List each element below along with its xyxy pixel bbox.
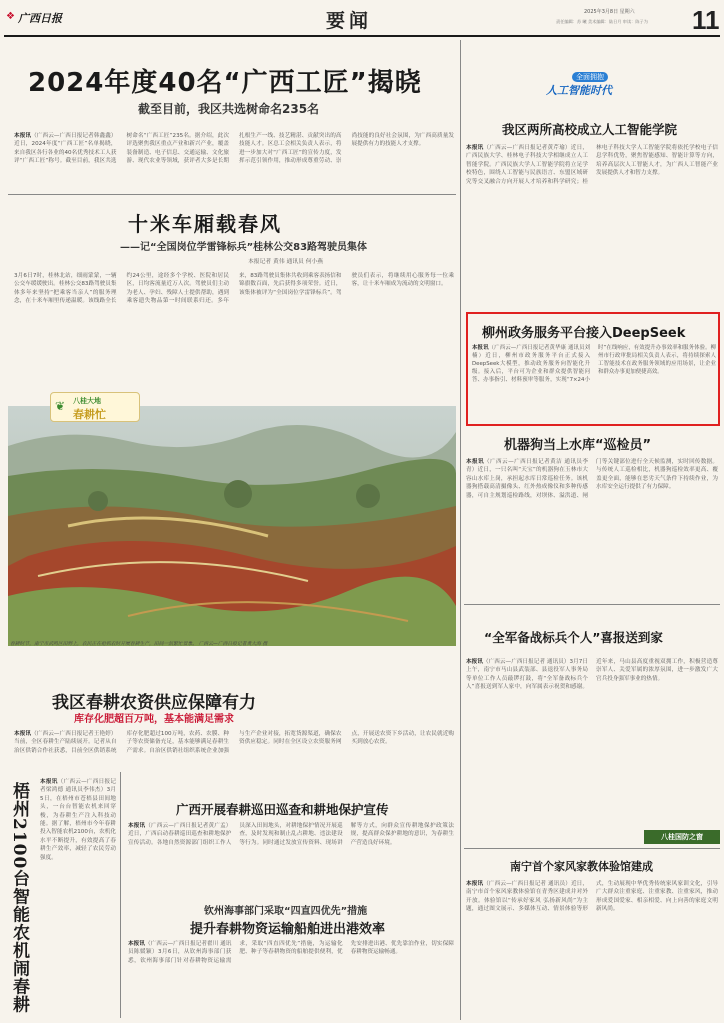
date-line: 2025年3月8日 星期六	[584, 9, 635, 15]
inspection-body: 本报讯（广西云—广西日报记者黄广孟）近日，广西启动春耕巡田巡查和耕地保护宣传活动。各地自然资源部门组织工作人员深入田间地头，对耕地保护情况开展巡查，及时发现和制止乱占耕地、违法建设等行为。同时通过发放宣传资料、现场讲解等方式，向群众宣传耕地保护政策法规，提高群众保护耕地的意识，为春耕生产营造良好环境。	[128, 823, 454, 846]
farmland-aerial-image	[8, 406, 456, 646]
nanning-story	[464, 850, 720, 1022]
seedling-icon: ❦	[55, 399, 66, 413]
deepseek-body: 本报讯（广西云—广西日报记者黄华康 通讯员刘楠）近日，柳州市政务服务平台正式接入DeepSeek大模型，推动政务服务向智能化升级。接入后，平台可为企业和群众提供智能问答、办事指引、材料预审等服务，实现“7×24小时”在线响应，有效提升办事效率和服务体验。柳州市行政审批局相关负责人表示，将持续探索人工智能技术在政务服务领域的应用场景，让企业和群众办事更加便捷高效。	[472, 345, 716, 383]
robot-body: 本报讯（广西云—广西日报记者黄洁 通讯员李青）近日，一只名叫“天宝”的机器狗在玉林市大容山水库上岗，承担起水库日常巡检任务。该机器狗搭载高清摄像头、红外热成像仪和多种传感器，可自主规划巡检路线，对坝体、溢洪道、闸门等关键部位进行全天候监测，实时回传数据。与传统人工巡检相比，机器狗巡检效率更高、覆盖更全面，能够在恶劣天气条件下持续作业，为水库安全运行提供了有力保障。	[466, 459, 718, 499]
lead-subhead: 截至目前，我区共选树命名235名	[138, 102, 320, 116]
ai-story	[464, 42, 720, 310]
ai-banner: 全面拥抱 人工智能时代	[546, 73, 612, 97]
supply-story	[8, 658, 456, 768]
masthead	[0, 0, 724, 40]
editor-line: 责任编辑：苏 曦 美术编辑：陆日月 审读：陈子为	[556, 19, 648, 24]
inspection-headline: 广西开展春耕巡田巡查和耕地保护宣传	[176, 802, 389, 817]
lead-body: 本报讯（广西云—广西日报记者韩鑫鑫）近日，2024年度“广西工匠”名单揭晓，来自我区各行各业的40名优秀技术工人获评“广西工匠”称号。截至目前，我区共选树命名“广西工匠”235名。据介绍，此次评选聚焦我区重点产业和新兴产业，覆盖装备制造、电子信息、交通运输、文化旅游、现代农业等领域，获评者大多是长期扎根生产一线、技艺精湛、贡献突出的高技能人才。区总工会相关负责人表示，将进一步加大对“广西工匠”的宣传力度，发挥示范引领作用，推动形成尊重劳动、崇尚技能的良好社会氛围，为广西高质量发展提供有力的技能人才支撑。	[14, 133, 454, 165]
bus-byline: 本报记者 黄伟 通讯员 何小燕	[248, 259, 324, 265]
masthead-rule	[4, 35, 720, 37]
divider	[464, 604, 720, 605]
deepseek-story-highlight[interactable]	[466, 312, 720, 426]
robot-headline: 机器狗当上水库“巡检员”	[504, 438, 652, 453]
bus-story	[8, 196, 456, 386]
nanning-body: 本报讯（广西云—广西日报记者 通讯员）近日，南宁市首个家风家教体验馆在青秀区建成并对外开放。体验馆以“传承好家风 弘扬新风尚”为主题，通过图文展示、多媒体互动、情景体验等形式，生动展现中华优秀传统家风家训文化，引导广大群众注重家庭、注重家教、注重家风，推动形成爱国爱家、相亲相爱、向上向善的家庭文明新风尚。	[466, 881, 718, 913]
supply-subhead: 库存化肥超百万吨，基本能满足需求	[74, 714, 234, 725]
ai-headline: 我区两所高校成立人工智能学院	[502, 122, 678, 137]
divider	[464, 848, 720, 849]
photo-caption: 春耕时节，南宁市武鸣区田野上，农民正在抢抓农时开展春耕生产，田间一派繁忙景象。 广西云—广西日报记者黄大海 摄	[10, 642, 268, 647]
maritime-headline-line1: 钦州海事部门采取“四直四优先”措施	[204, 906, 368, 917]
maritime-body: 本报讯（广西云—广西日报记者翟川 通讯员陈媛颖）3月6日，从钦州海事部门获悉，钦州海事部门针对春耕物资运输需求，采取“四直四优先”措施，为运输化肥、种子等春耕物资的船舶提供便利，优先安排进出港、优先靠泊作业，切实保障春耕物资运输畅通。	[128, 941, 454, 964]
supply-body: 本报讯（广西云—广西日报记者王艳婷）当前，全区春耕生产陆续展开。记者从自治区供销合作社获悉，目前全区供销系统库存化肥超过100万吨，农药、农膜、种子等农资储备充足，基本能够满足春耕生产需求。自治区供销社组织系统企业加强与生产企业对接，拓宽货源渠道，确保农资供应稳定。同时在全区设立农资服务网点，开展送农资下乡活动，让农民就近购买到放心农资。	[14, 731, 454, 754]
military-headline: “全军备战标兵个人”喜报送到家	[484, 630, 663, 645]
inspection-story	[124, 772, 456, 882]
wuzhou-story	[8, 772, 118, 1022]
wuzhou-headline: 梧州2100台智能农机闹春耕	[9, 782, 29, 1014]
divider	[120, 772, 121, 1018]
column-divider	[460, 40, 461, 1020]
spring-plowing-photo	[8, 392, 456, 652]
wuzhou-body: 本报讯（广西云—广西日报记者梁鸿德 通讯员李伟杰）3月5日，在梧州市苍梧县田间地头，一台台智能农机来回穿梭，为春耕生产注入科技动能。据了解，梧州市今年春耕投入智能农机2100台，农机化水平不断提升，有效提高了春耕生产效率，减轻了农民劳动强度。	[40, 779, 116, 861]
lead-story	[8, 42, 456, 190]
section-name: 要闻	[326, 10, 373, 32]
photo-section-badge: ❦ 八桂大地 春耕忙	[50, 392, 140, 422]
defense-window-badge: 八桂国防之窗	[644, 830, 720, 844]
divider	[8, 194, 456, 195]
robot-story	[464, 430, 720, 600]
bus-headline: 十米车厢载春风	[128, 212, 282, 236]
supply-headline: 我区春耕农资供应保障有力	[52, 693, 256, 713]
military-body: 本报讯（广西云—广西日报记者 通讯员）3月7日上午，南宁市马山县武装部、县退役军人事务局等单位工作人员敲锣打鼓，将“全军备战标兵个人”喜报送到军人家中，向军属表示祝贺和感谢。近年来，马山县高度重视双拥工作，积极营造尊崇军人、关爱军属的浓厚氛围，进一步激发广大官兵投身强军事业的热情。	[466, 659, 718, 691]
military-story	[464, 606, 720, 842]
maritime-headline-line2: 提升春耕物资运输船舶进出港效率	[190, 922, 386, 937]
deepseek-headline: 柳州政务服务平台接入DeepSeek	[482, 326, 686, 341]
nanning-headline: 南宁首个家风家教体验馆建成	[510, 860, 653, 873]
maritime-story	[124, 898, 456, 1022]
ai-body: 本报讯（广西云—广西日报记者黄芹瑜）近日，广西民族大学、桂林电子科技大学相继成立人工智能学院。广西民族大学人工智能学院将立足学校特色，围绕人工智能与民族语言、东盟区域研究等交叉融合方向开展人才培养和科学研究；桂林电子科技大学人工智能学院将依托学校电子信息学科优势，聚焦智能感知、智能计算等方向，培养高层次人工智能人才，为广西人工智能产业发展提供人才和智力支撑。	[466, 145, 718, 185]
logo-mark-icon: ❖	[6, 11, 15, 22]
bus-body: 3月6日7时，桂林北站，细雨蒙蒙，一辆公交车缓缓驶出。桂林公交83路驾驶员集体多年来坚持“把乘客当亲人”的服务理念，在十米车厢里传递温暖。该线路全长约24公里，途经多个学校、医院和居民区，日均客流量近万人次。驾驶员们主动为老人、孕妇、残障人士提供帮助，遇到乘客遗失物品第一时间联系归还。多年来，83路驾驶员集体共收到乘客表扬信和锦旗数百面，先后获得多项荣誉。近日，该集体被评为“全国岗位学雷锋标兵”。驾驶员们表示，将继续用心服务每一位乘客，让十米车厢成为流动的文明窗口。	[14, 273, 454, 305]
bus-subhead: ——记“全国岗位学雷锋标兵”桂林公交83路驾驶员集体	[120, 242, 368, 253]
page-number: 11	[692, 5, 720, 35]
newspaper-logo: ❖ 广西日报	[6, 11, 62, 25]
lead-headline: 2024年度40名“广西工匠”揭晓	[28, 68, 422, 98]
